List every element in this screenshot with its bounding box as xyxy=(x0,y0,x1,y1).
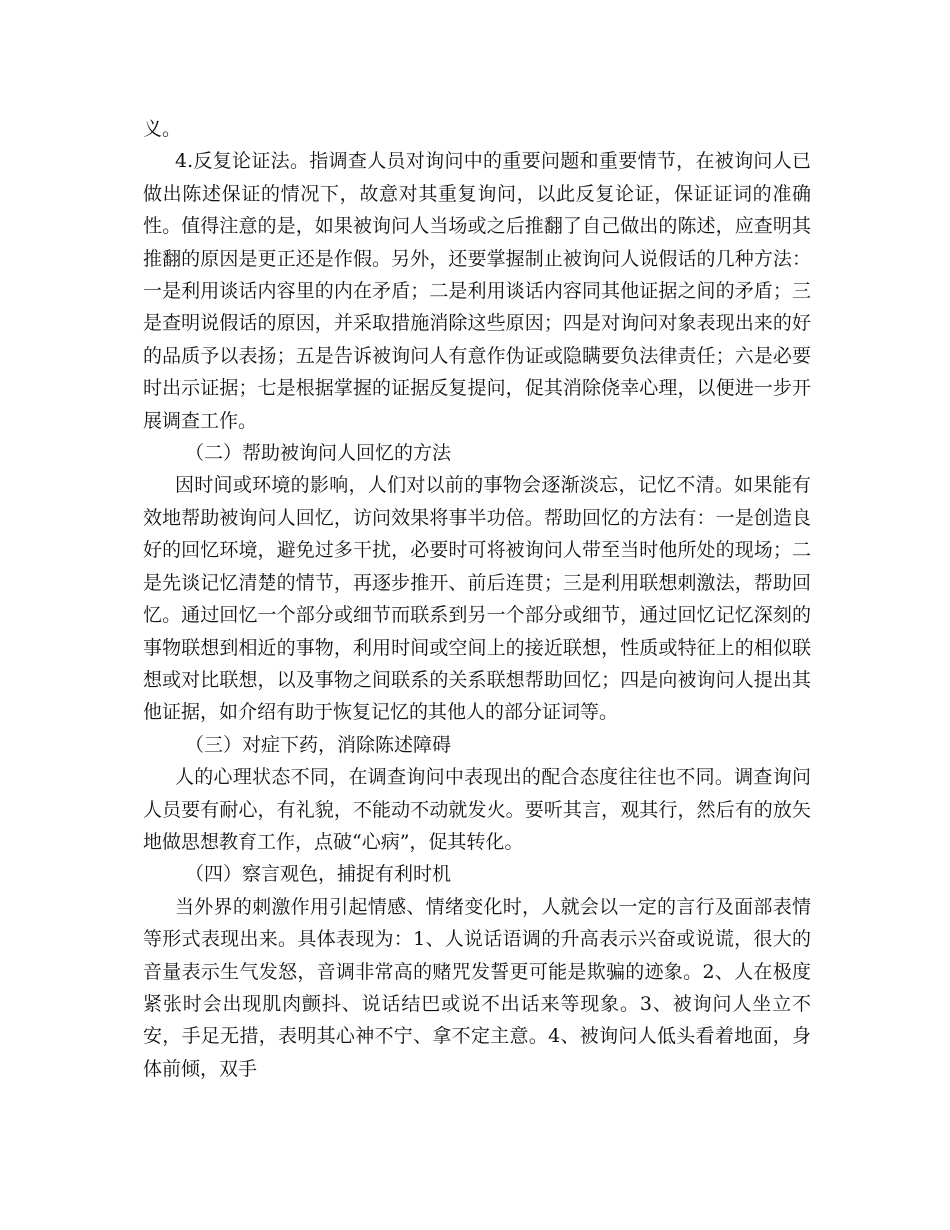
paragraph-continuation: 义。 xyxy=(143,118,182,140)
section-heading-memory-aid: （二）帮助被询问人回忆的方法 xyxy=(185,442,452,465)
section-heading-observe-behavior: （四）察言观色，捕捉有利时机 xyxy=(185,863,452,886)
paragraph-memory-aid: 因时间或环境的影响，人们对以前的事物会逐渐淡忘，记忆不清。如果能有效地帮助被询问人回忆，访问效果将事半功倍。帮助回忆的方法有：一是创造良好的回忆环境，避免过多干扰，必要时可将被询问人带至当时他所处的现场；二是先谈记忆清楚的情节，再逐步推开、前后连贯；三是利用联想刺激法，帮助回忆。通过回忆一个部分或细节而联系到另一个部分或细节，通过回忆记忆深刻的事物联想到相近的事物，利用时间或空间上的接近联想，性质或特征上的相似联想或对比联想，以及事物之间联系的关系联想帮助回忆；四是向被询问人提出其他证据，如介绍有助于恢复记忆的其他人的部分证词等。 xyxy=(143,474,811,724)
paragraph-observe-behavior: 当外界的刺激作用引起情感、情绪变化时，人就会以一定的言行及面部表情等形式表现出来。具体表现为：1、人说话语调的升高表示兴奋或说谎，很大的音量表示生气发怒，音调非常高的赌咒发誓更可能是欺骗的迹象。2、人在极度紧张时会出现肌肉颤抖、说话结巴或说不出话来等现象。3、被询问人坐立不安，手足无措，表明其心神不宁、拿不定主意。4、被询问人低头看着地面，身体前倾，双手 xyxy=(143,895,811,1080)
section-heading-remove-obstacles: （三）对症下药，消除陈述障碍 xyxy=(185,733,452,756)
paragraph-cross-examination-method: 4.反复论证法。指调查人员对询问中的重要问题和重要情节，在被询问人已做出陈述保证的情况下，故意对其重复询问，以此反复论证，保证证词的准确性。值得注意的是，如果被询问人当场或之后推翻了自己做出的陈述，应查明其推翻的原因是更正还是作假。另外，还要掌握制止被询问人说假话的几种方法：一是利用谈话内容里的内在矛盾；二是利用谈话内容同其他证据之间的矛盾；三是查明说假话的原因，并采取措施消除这些原因；四是对询问对象表现出来的好的品质予以表扬；五是告诉被询问人有意作伪证或隐瞒要负法律责任；六是必要时出示证据；七是根据掌握的证据反复提问，促其消除侥幸心理，以便进一步开展调查工作。 xyxy=(143,150,811,432)
document-body xyxy=(143,113,811,1085)
paragraph-remove-obstacles: 人的心理状态不同，在调查询问中表现出的配合态度往往也不同。调查询问人员要有耐心，有礼貌，不能动不动就发火。要听其言，观其行，然后有的放矢地做思想教育工作，点破“心病”，促其转化。 xyxy=(143,766,811,853)
